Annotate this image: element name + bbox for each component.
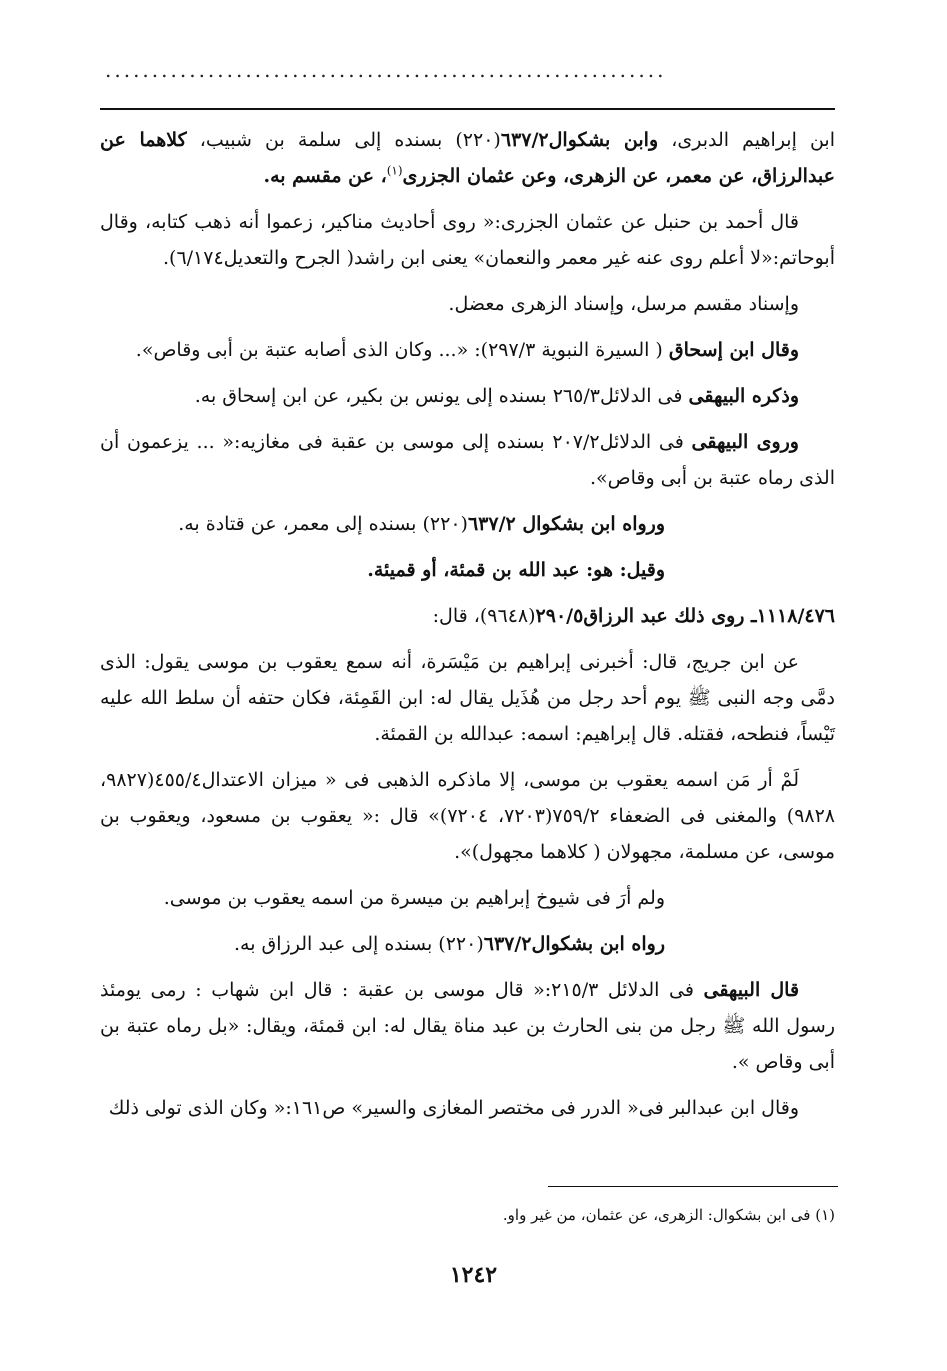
bold-span: ، عن مقسم به.	[263, 165, 387, 187]
paragraph-7	[100, 506, 835, 542]
footnote-rule	[548, 1186, 838, 1187]
bold-span: وروى البيهقى	[691, 431, 799, 453]
text-span: لَمْ أر مَن اسمه يعقوب بن موسى، إلا ماذكره الذهبى فى « ميزان الاعتدال٤٥٥/٤(٩٨٢٧، ٩٨٢٨) والمغنى فى الضعفاء ٧٥٩/٢(٧٢٠٣، ٧٢٠٤)» قال :« يعقوب بن مسعود، ويعقوب بن موسى، عن مسلمة، مجهولان ( كلاهما مجهول)».	[100, 769, 836, 863]
text-span: عن ابن جريج، قال: أخبرنى إبراهيم بن مَيْسَرة، أنه سمع يعقوب بن موسى يقول: الذى دمَّى وجه النبى ﷺ يوم أحد رجل من هُذَيل يقال له: ابن القَمِئة، فكان حتفه أن سلط الله عليه تَيْساً، فنطحه، فقتله. قال إبراهيم: اسمه: عبدالله بن القمئة.	[100, 651, 835, 745]
paragraph-11	[100, 762, 835, 870]
paragraph-14	[100, 972, 835, 1080]
text-span: (٢٢٠) بسنده إلى عبد الرزاق به.	[233, 933, 484, 955]
text-span: فى الدلائل٢٠٧/٢ بسنده إلى موسى بن عقبة فى مغازيه:« ... يزعمون أن الذى رماه عتبة بن أبى وقاص».	[100, 431, 835, 489]
bold-span: قال البيهقى	[703, 979, 800, 1001]
text-span: ابن إبراهيم الدبرى،	[658, 129, 836, 151]
hadith-heading	[100, 598, 835, 634]
paragraph-8	[100, 552, 835, 588]
paragraph-10	[100, 644, 835, 752]
bold-span: وقال ابن إسحاق	[668, 339, 799, 361]
page-number: ١٢٤٢	[449, 1262, 498, 1288]
paragraph-1	[100, 122, 835, 194]
header-rule	[100, 108, 835, 110]
text-span: فى الدلائل٢٦٥/٣ بسنده إلى يونس بن بكير، عن ابن إسحاق به.	[194, 385, 689, 407]
paragraph-15	[100, 1090, 835, 1126]
paragraph-13	[100, 926, 835, 962]
text-span: (٩٦٤٨)، قال:	[432, 605, 536, 627]
hadith-number: ١١١٨/٤٧٦ـ روى ذلك عبد الرزاق٢٩٠/٥	[535, 605, 835, 627]
text-span: ولم أرَ فى شيوخ إبراهيم بن ميسرة من اسمه يعقوب بن موسى.	[163, 887, 665, 909]
paragraph-6	[100, 424, 835, 496]
text-span: قال أحمد بن حنبل عن عثمان الجزرى:« روى أحاديث مناكير، زعموا أنه ذهب كتابه، وقال أبوحاتم:«لا أعلم روى عنه غير معمر والنعمان» يعنى ابن راشد( الجرح والتعديل٦/١٧٤).	[100, 211, 835, 269]
paragraph-2	[100, 204, 835, 276]
main-text	[100, 122, 835, 1136]
text-span: (٢٢٠) بسنده إلى سلمة بن شبيب،	[186, 129, 501, 151]
text-span: وإسناد مقسم مرسل، وإسناد الزهرى معضل.	[448, 293, 799, 315]
bold-span: كلاهما عن عبدالرزاق، عن معمر، عن الزهرى، وعن عثمان الجزرى	[100, 129, 835, 187]
footnote-ref: (١)	[386, 163, 403, 178]
paragraph-5	[100, 378, 835, 414]
text-span: وقال ابن عبدالبر فى« الدرر فى مختصر المغازى والسير» ص١٦١:« وكان الذى تولى ذلك	[108, 1097, 799, 1119]
bold-span: رواه ابن بشكوال٦٣٧/٢	[483, 933, 665, 955]
paragraph-3	[100, 286, 835, 322]
text-span: ( السيرة النبوية ٢٩٧/٣): «... وكان الذى أصابه عتبة بن أبى وقاص».	[135, 339, 669, 361]
header-dotted-line: ............................................................	[105, 58, 667, 82]
paragraph-12	[100, 880, 835, 916]
bold-span: ورواه ابن بشكوال ٦٣٧/٢	[467, 513, 665, 535]
text-span: فى الدلائل ٢١٥/٣:« قال موسى بن عقبة : قال ابن شهاب : رمى يومئذ رسول الله ﷺ رجل من بنى الحارث بن عبد مناة يقال له: ابن قمئة، ويقال: «بل رماه عتبة بن أبى وقاص ».	[100, 979, 835, 1073]
bold-span: وقيل: هو: عبد الله بن قمئة، أو قميئة.	[367, 559, 665, 581]
paragraph-4	[100, 332, 835, 368]
bold-span: وذكره البيهقى	[688, 385, 799, 407]
text-span: (٢٢٠) بسنده إلى معمر، عن قتادة به.	[178, 513, 468, 535]
bold-span: وابن بشكوال٦٣٧/٢	[500, 129, 659, 151]
footnote: (١) فى ابن بشكوال: الزهرى، عن عثمان، من غير واو.	[502, 1206, 835, 1224]
